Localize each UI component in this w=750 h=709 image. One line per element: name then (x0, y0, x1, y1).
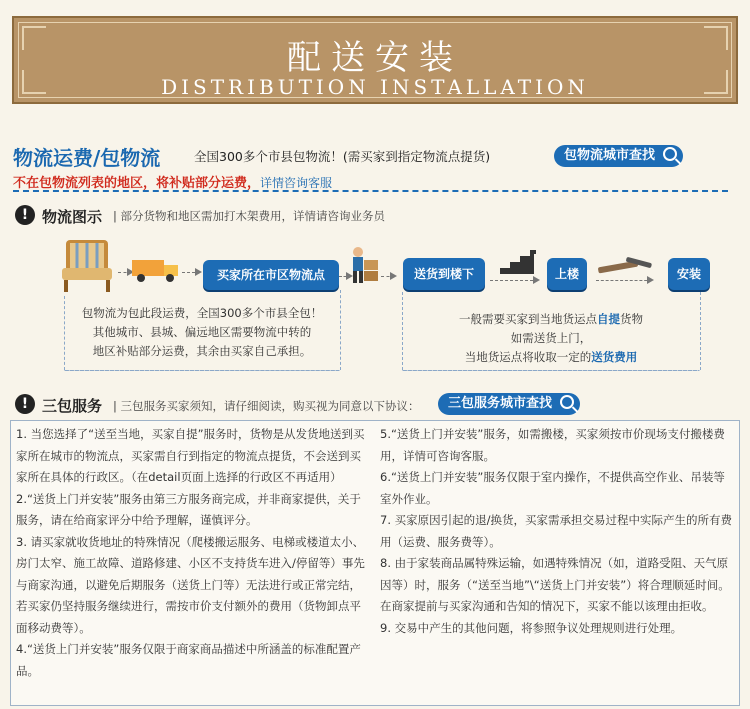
flow-arrow (118, 272, 132, 273)
step-logistics-point: 买家所在市区物流点 (203, 260, 339, 290)
service-city-search-button[interactable] (438, 393, 580, 415)
term-item: 4.“送货上门并安装”服务仅限于商家商品描述中所涵盖的标准配置产品。 (16, 642, 361, 678)
stairs-icon (490, 250, 538, 276)
service-title: 三包服务 (42, 397, 103, 415)
right-text-line: 如需送货上门， (510, 331, 592, 345)
section-divider (13, 190, 728, 192)
armchair-icon (60, 238, 114, 294)
right-text-line (404, 348, 698, 367)
bracket-line (340, 290, 341, 370)
term-item: 9. 交易中产生的其他问题，将参照争议处理规则进行处理。 (380, 620, 683, 635)
right-text-line (404, 310, 698, 329)
terms-left-column (16, 424, 366, 682)
banner (12, 16, 738, 104)
flow-arrow (381, 276, 395, 277)
truck-icon (132, 256, 180, 284)
term-item: 7. 买家原因引起的退/换货，买家需承担交易过程中实际产生的所有费用（运费、服务费等）。 (380, 513, 732, 549)
bracket-line (700, 292, 701, 370)
left-text-line: 地区补贴部分运费，其余由买家自己承担。 (92, 344, 312, 358)
service-note: | 三包服务买家须知，请仔细阅读，购买视为同意以下协议： (113, 399, 420, 413)
banner-title-en: DISTRIBUTION INSTALLATION (161, 75, 589, 99)
flow-arrow (596, 280, 652, 281)
terms-right-column (380, 424, 732, 639)
bracket-bottom (402, 370, 700, 371)
logistics-subtitle: 全国300多个市县包物流！(需买家到指定物流点提货) (194, 149, 491, 164)
service-city-search-label: 三包服务城市查找 (448, 396, 553, 411)
step-install: 安装 (668, 258, 710, 290)
logistics-city-search-label: 包物流城市查找 (564, 148, 656, 163)
logistics-notice (13, 172, 332, 191)
notice-link[interactable]: 详情咨询客服 (260, 176, 333, 190)
bracket-bottom (64, 370, 340, 371)
term-item: 1. 当您选择了“送至当地，买家自提”服务时，货物是从发货地送到买家所在城市的物流点，买家需自行到指定的物流点提货，不会送到买家所在具体的行政区。（在detail页面上选择的行政区不再适用） (16, 427, 365, 484)
right-text-segment: 当地货运点将收取一定的 (464, 350, 592, 364)
flow-arrow (182, 272, 200, 273)
right-text-highlight: 送货费用 (591, 350, 638, 364)
term-item: 2.“送货上门并安装”服务由第三方服务商完成，并非商家提供，关于服务，请在给商家评分中给予理解，谨慎评分。 (16, 491, 361, 527)
term-item: 6.“送货上门并安装”服务仅限于室内操作，不提供高空作业、吊装等室外作业。 (380, 470, 725, 506)
right-text-segment: 货物 (620, 312, 643, 326)
exclamation-icon: ! (15, 394, 35, 414)
diagram-note-text: 部分货物和地区需加打木架费用，详情请咨询业务员 (120, 209, 386, 223)
delivery-worker-icon (350, 246, 380, 284)
tools-icon (596, 254, 656, 276)
step-deliver: 送货到楼下 (403, 258, 485, 290)
logistics-city-search-button[interactable] (554, 145, 683, 167)
right-text-segment: 一般需要买家到当地货运点 (459, 312, 597, 326)
notice-red: 不在包物流列表的地区，将补贴部分运费， (13, 176, 261, 191)
term-item: 3. 请买家就收货地址的特殊情况（爬楼搬运服务、电梯或楼道太小、房门太窄、施工故障、道路修建、小区不支持货车进入/停留等）事先与商家沟通，以避免后期服务（送货上门等）无法进行或正常完结，若买家仍坚持服务继续进行，需按市价支付额外的费用（货物卸点平面移动费等）。 (16, 534, 365, 635)
term-item: 5.“送货上门并安装”服务，如需搬楼，买家须按市价现场支付搬楼费用，详情可咨询客服。 (380, 427, 725, 463)
exclamation-icon: ! (15, 205, 35, 225)
left-text-line: 包物流为包此段运费，全国300多个市县全包！ (81, 306, 323, 320)
diagram-title: 物流图示 (42, 208, 103, 226)
diagram-left-text (66, 304, 338, 361)
bracket-line (402, 292, 403, 370)
logistics-title: 物流运费/包物流 (13, 146, 161, 170)
left-text-line: 其他城市、县城、偏远地区需要物流中转的 (92, 325, 312, 339)
step-upstairs: 上楼 (547, 258, 587, 290)
service-note-text: 三包服务买家须知，请仔细阅读，购买视为同意以下协议： (120, 399, 420, 413)
search-icon (663, 147, 677, 161)
flow-arrow (490, 280, 538, 281)
diagram-note: | 部分货物和地区需加打木架费用，详情请咨询业务员 (113, 209, 386, 223)
diagram-right-text (404, 310, 698, 367)
search-icon (560, 395, 574, 409)
term-item: 8. 由于家装商品属特殊运输，如遇特殊情况（如，道路受阻、天气原因等）时，服务（“送至当地”\“送货上门并安装”）将合理顺延时间。在商家提前与买家沟通和告知的情况下，买家不能以该理由拒收。 (380, 556, 730, 613)
banner-title-cn: 配送安装 (287, 38, 463, 78)
right-text-highlight: 自提 (597, 312, 620, 326)
bracket-line (64, 296, 65, 370)
